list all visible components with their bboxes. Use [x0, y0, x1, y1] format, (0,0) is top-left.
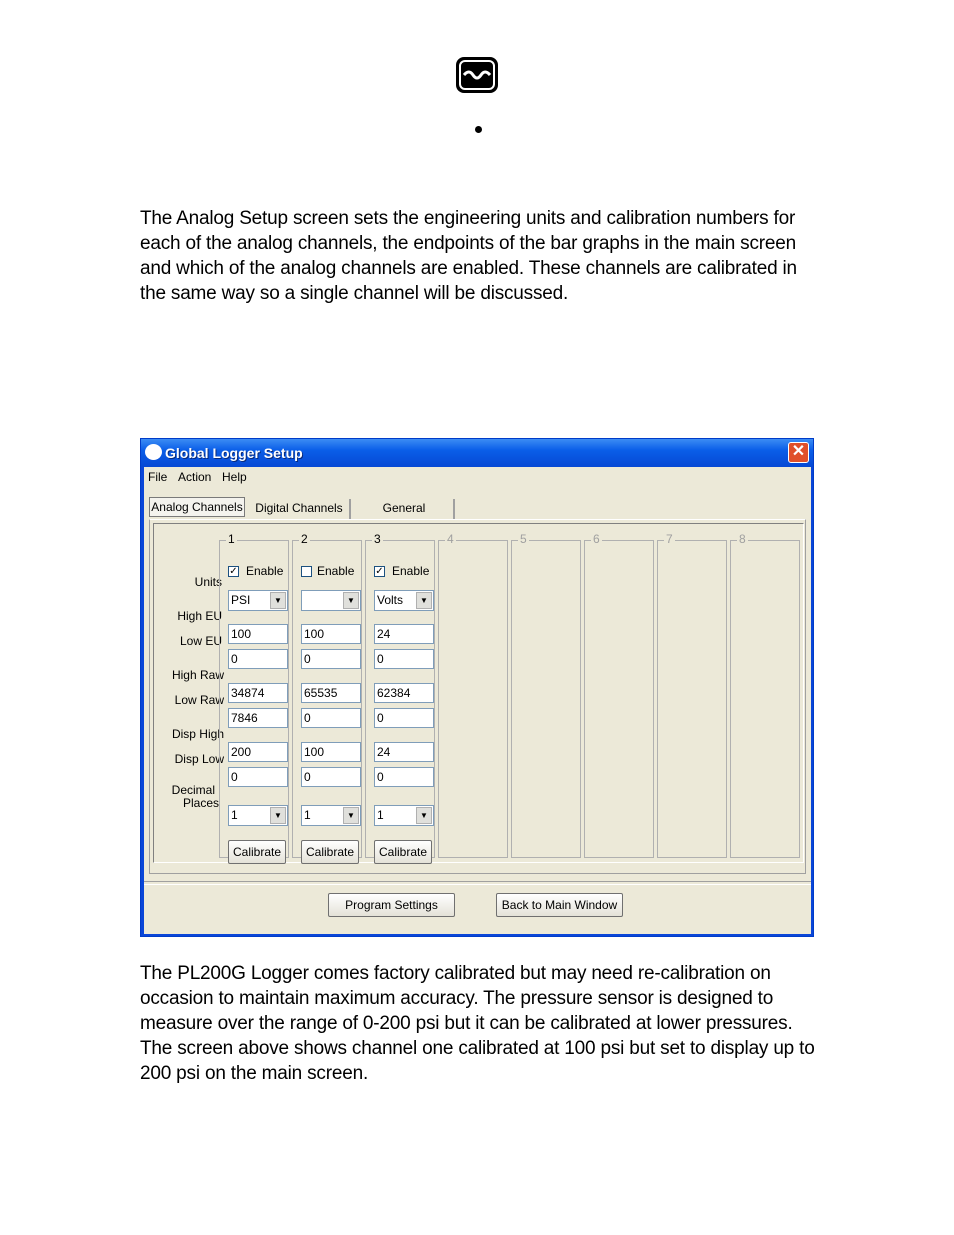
chevron-down-icon[interactable]: ▼ [343, 592, 359, 609]
enable-label: Enable [246, 564, 284, 578]
menu-action[interactable]: Action [178, 470, 212, 484]
label-low-eu: Low EU [179, 634, 222, 648]
low-raw-input[interactable]: 7846 [228, 708, 288, 728]
enable-checkbox[interactable]: ✓ [229, 566, 238, 577]
decimal-value: 1 [231, 808, 238, 822]
tab-general[interactable]: General [355, 499, 455, 519]
calibrate-button[interactable]: Calibrate [374, 840, 432, 864]
high-raw-input[interactable]: 62384 [374, 683, 434, 703]
window-title: Global Logger Setup [165, 445, 303, 461]
channel-7-group [657, 532, 727, 858]
disp-high-input[interactable]: 100 [301, 742, 361, 762]
channel-number: 2 [301, 532, 308, 546]
units-select[interactable] [228, 590, 288, 611]
channel-number: 6 [593, 532, 600, 546]
low-eu-input[interactable]: 0 [374, 649, 434, 669]
enable-checkbox[interactable]: ✓ [375, 566, 384, 577]
chevron-down-icon[interactable]: ▼ [416, 592, 432, 609]
channel-3-group [365, 532, 435, 859]
units-select[interactable] [301, 590, 361, 611]
label-high-eu: High EU [177, 609, 222, 623]
calibration-paragraph: The PL200G Logger comes factory calibrated but may need re-calibration on occasion to maintain maximum accuracy. The pressure sensor is designed to measure over the range of 0-200 psi but it can be calibrated at lower pressures. The screen above shows channel one calibrated at 100 psi but set to display up to 200 psi on the main screen. [140, 963, 815, 1084]
window-client [144, 467, 811, 934]
chevron-down-icon[interactable]: ▼ [270, 807, 286, 824]
low-eu-input[interactable]: 0 [301, 649, 361, 669]
enable-checkbox[interactable] [301, 566, 312, 577]
calibrate-button[interactable]: Calibrate [301, 840, 359, 864]
disp-low-input[interactable]: 0 [228, 767, 288, 787]
units-select[interactable] [374, 590, 434, 611]
channel-number: 4 [447, 532, 454, 546]
high-eu-input[interactable]: 100 [301, 624, 361, 644]
channel-number: 1 [228, 532, 235, 546]
setup-window [140, 438, 814, 937]
channel-number: 3 [374, 532, 381, 546]
tab-digital-channels[interactable]: Digital Channels [249, 499, 351, 519]
low-raw-input[interactable]: 0 [301, 708, 361, 728]
chevron-down-icon[interactable]: ▼ [343, 807, 359, 824]
label-low-raw: Low Raw [174, 693, 224, 707]
channel-5-group [511, 532, 581, 858]
enable-label: Enable [392, 564, 430, 578]
back-to-main-button[interactable]: Back to Main Window [496, 893, 623, 917]
channel-number: 7 [666, 532, 673, 546]
disp-high-input[interactable]: 24 [374, 742, 434, 762]
units-value: PSI [231, 593, 251, 607]
chevron-down-icon[interactable]: ▼ [270, 592, 286, 609]
analog-panel [149, 519, 806, 874]
calibrate-button[interactable]: Calibrate [228, 840, 286, 864]
decimal-select[interactable] [374, 805, 434, 826]
disp-high-input[interactable]: 200 [228, 742, 288, 762]
low-raw-input[interactable]: 0 [374, 708, 434, 728]
logo-icon [456, 57, 498, 93]
channel-number: 5 [520, 532, 527, 546]
label-places: Places [182, 796, 219, 810]
channel-4-group [438, 532, 508, 858]
decimal-value: 1 [304, 808, 311, 822]
enable-label: Enable [317, 564, 355, 578]
decimal-select[interactable] [301, 805, 361, 826]
channel-1-group [219, 532, 289, 859]
label-disp-low: Disp Low [174, 752, 224, 766]
title-bar[interactable] [141, 439, 813, 467]
high-raw-input[interactable]: 65535 [301, 683, 361, 703]
high-raw-input[interactable]: 34874 [228, 683, 288, 703]
high-eu-input[interactable]: 100 [228, 624, 288, 644]
channel-number: 8 [739, 532, 746, 546]
tab-analog-channels[interactable]: Analog Channels [149, 497, 245, 517]
bullet-icon [475, 126, 482, 133]
disp-low-input[interactable]: 0 [301, 767, 361, 787]
channel-area [153, 523, 804, 863]
channel-6-group [584, 532, 654, 858]
label-decimal: Decimal [171, 783, 215, 797]
menu-file[interactable]: File [148, 470, 168, 484]
low-eu-input[interactable]: 0 [228, 649, 288, 669]
close-button[interactable]: ✕ [788, 442, 809, 463]
label-units: Units [194, 575, 222, 589]
intro-paragraph: The Analog Setup screen sets the engineering units and calibration numbers for each of the analog channels, the endpoints of the bar graphs in the main screen and which of the analog channels are enabled. These channels are calibrated in the same way so a single channel will be discussed. [140, 208, 797, 304]
channel-2-group [292, 532, 362, 859]
label-high-raw: High Raw [171, 668, 224, 682]
divider [144, 881, 811, 885]
chevron-down-icon[interactable]: ▼ [416, 807, 432, 824]
high-eu-input[interactable]: 24 [374, 624, 434, 644]
menu-help[interactable]: Help [222, 470, 247, 484]
app-icon [145, 444, 162, 460]
label-disp-high: Disp High [171, 727, 224, 741]
program-settings-button[interactable]: Program Settings [328, 893, 455, 917]
menu-bar [144, 467, 811, 487]
channel-8-group [730, 532, 800, 858]
disp-low-input[interactable]: 0 [374, 767, 434, 787]
decimal-value: 1 [377, 808, 384, 822]
units-value: Volts [377, 593, 404, 607]
decimal-select[interactable] [228, 805, 288, 826]
